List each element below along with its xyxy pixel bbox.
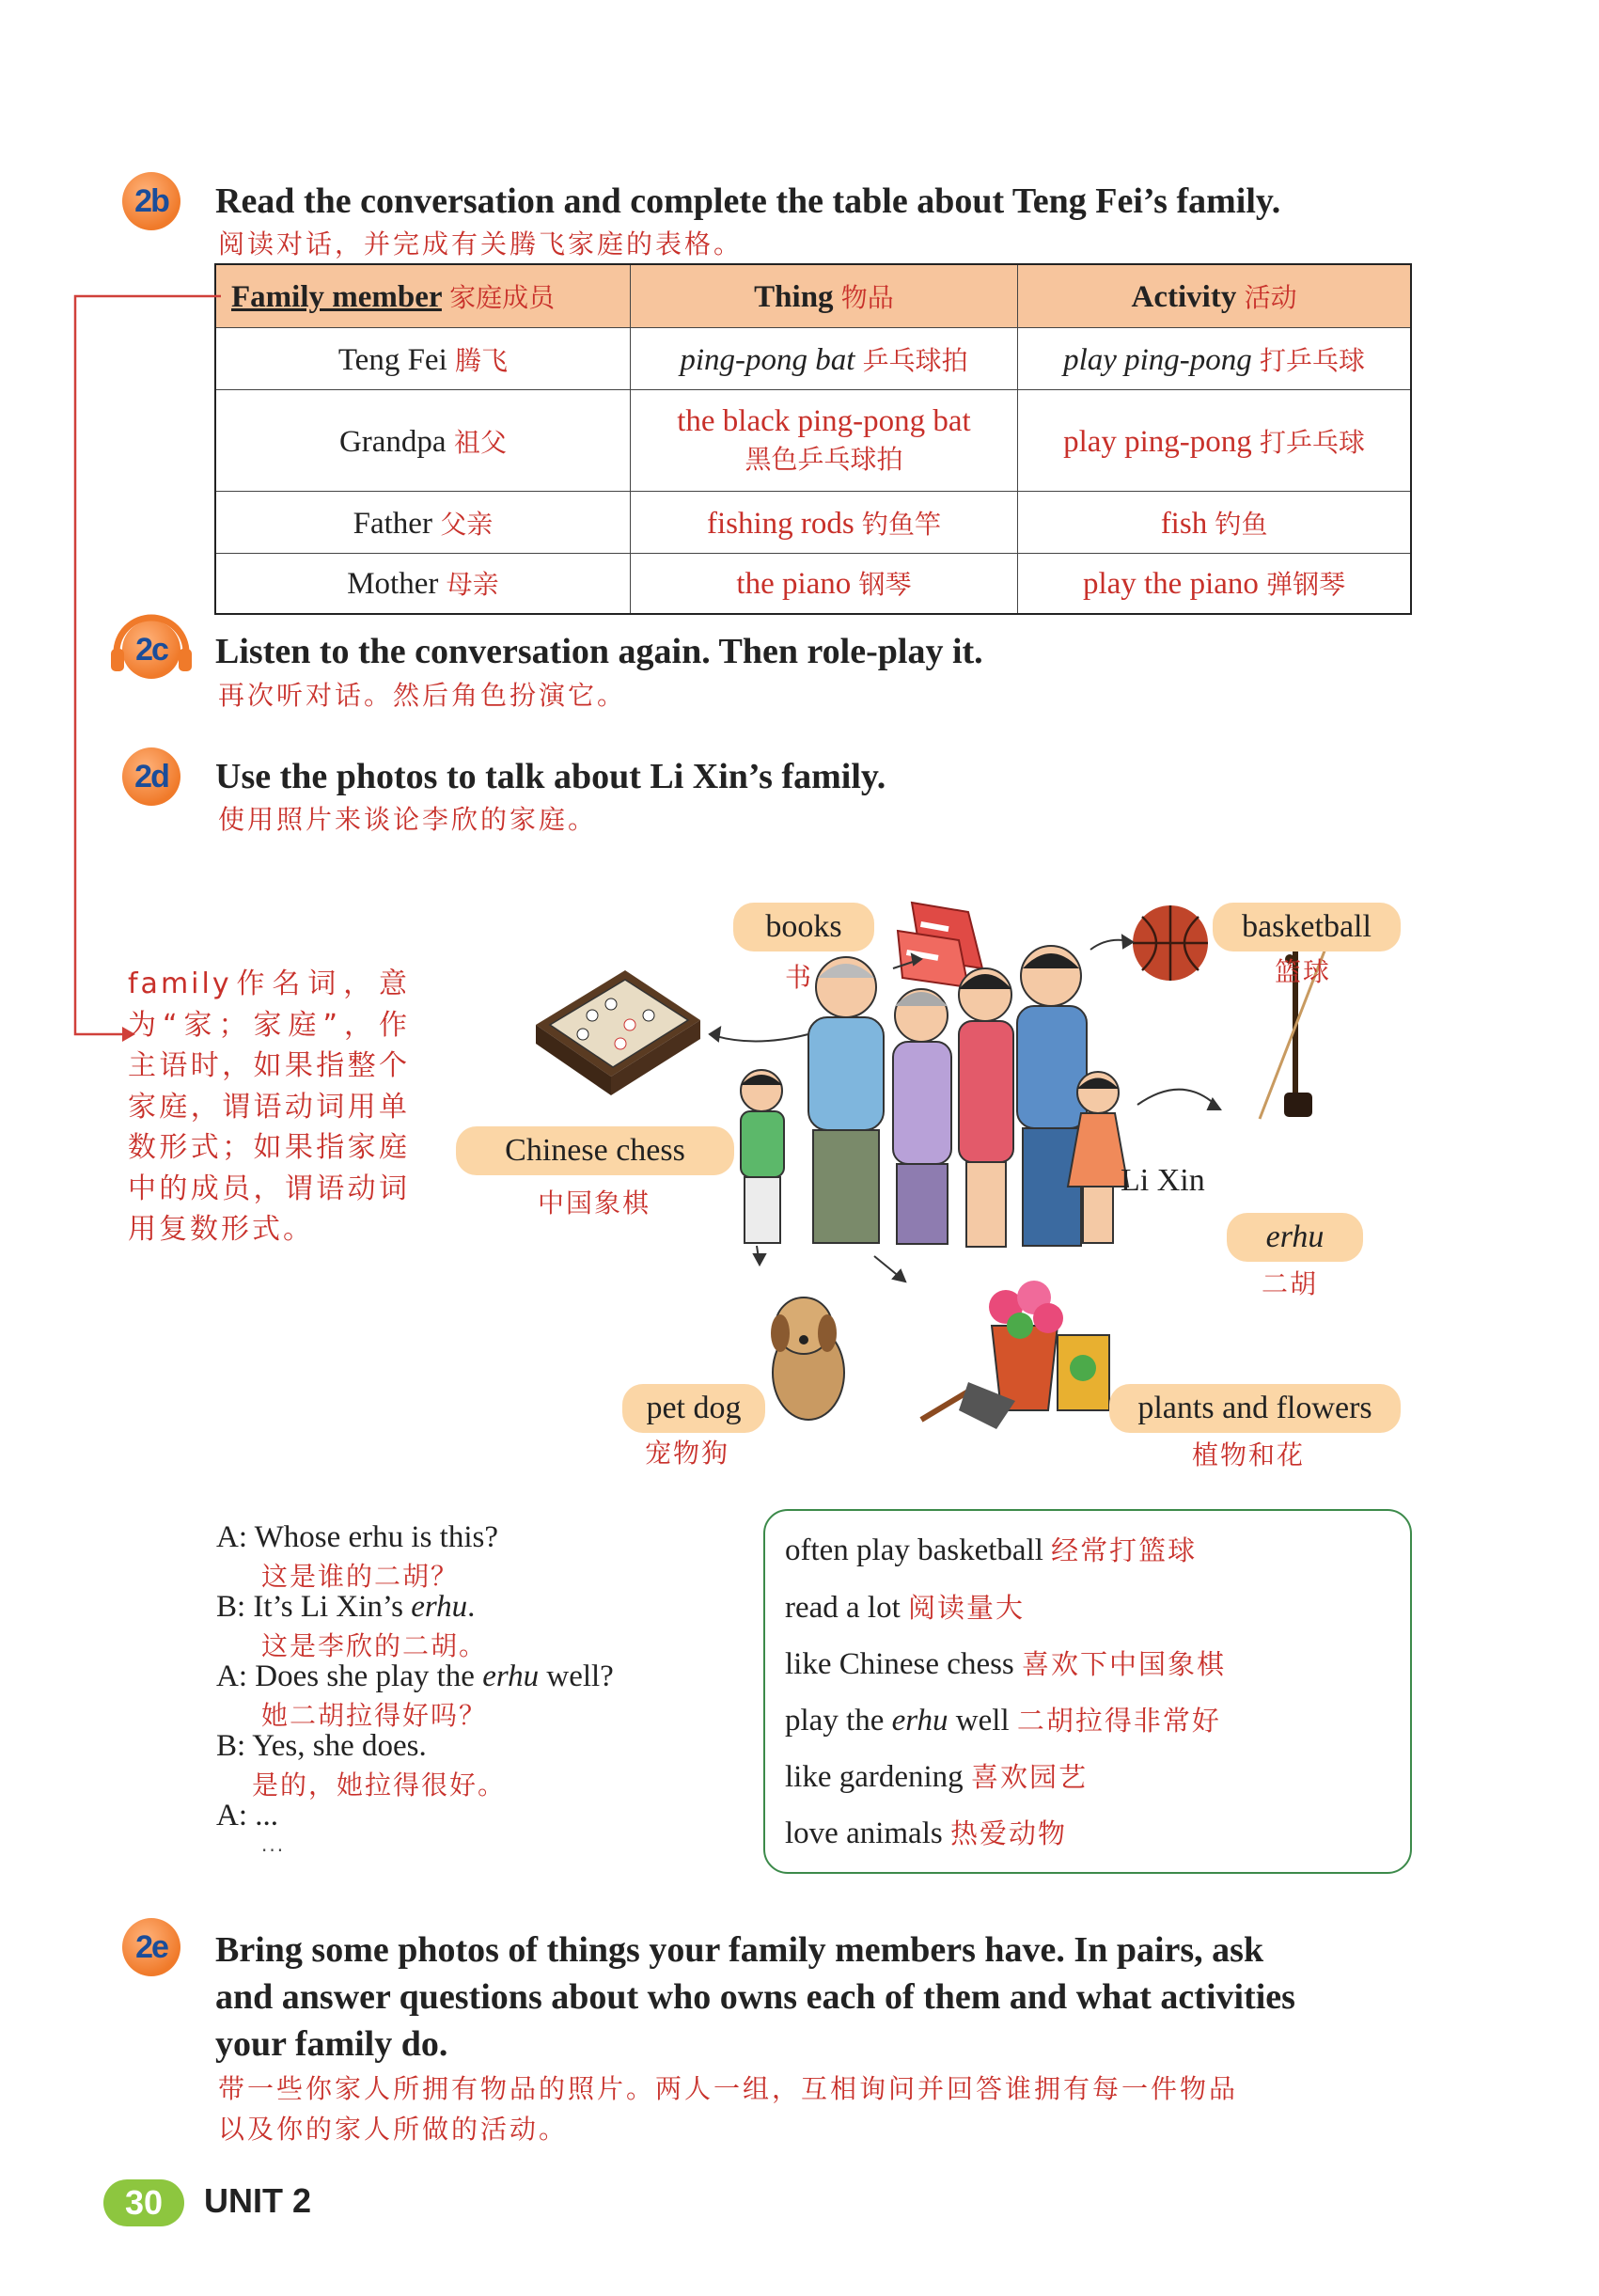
headphones-icon xyxy=(105,604,197,679)
label-erhu: erhu xyxy=(1227,1213,1363,1262)
dialogue-italic: erhu xyxy=(411,1590,468,1624)
phrase-en: often play basketball xyxy=(785,1533,1043,1567)
header-en: Thing xyxy=(754,280,834,314)
section-2c-title: Listen to the conversation again. Then role-play it. xyxy=(215,632,983,671)
thing-en: the black ping-pong bat xyxy=(677,404,971,438)
dialogue-line-4: B: Yes, she does. xyxy=(216,1729,427,1763)
cell-activity xyxy=(1018,492,1411,554)
dialogue-text: well? xyxy=(539,1659,614,1693)
section-badge-2e: 2e xyxy=(122,1918,180,1976)
label-pet-dog: pet dog xyxy=(622,1384,765,1433)
dialogue-line-5-cn: ... xyxy=(261,1833,286,1856)
label-chinese-chess-cn: 中国象棋 xyxy=(538,1187,651,1219)
dialogue-line-3-cn: 她二胡拉得好吗？ xyxy=(261,1700,488,1731)
section-badge-2c: 2c xyxy=(122,621,180,679)
member-en: Grandpa xyxy=(338,424,447,459)
cell-member xyxy=(215,328,630,390)
dialogue-text: . xyxy=(467,1590,476,1624)
thing-en: the piano xyxy=(736,567,852,602)
header-cn: 物品 xyxy=(840,282,894,313)
phrase-cn: 热爱动物 xyxy=(949,1817,1067,1849)
cell-member xyxy=(215,390,630,492)
dialogue-text: A: Does she play the xyxy=(216,1659,483,1693)
section-2d-subtitle: 使用照片来谈论李欣的家庭。 xyxy=(218,804,598,835)
phrase-en: love animals xyxy=(785,1816,943,1850)
cell-thing xyxy=(630,328,1017,390)
header-cn: 活动 xyxy=(1244,282,1297,313)
member-cn: 腾飞 xyxy=(454,344,508,376)
phrase-item xyxy=(785,1700,1221,1738)
thing-en: fishing rods xyxy=(706,506,854,541)
section-badge-2b: 2b xyxy=(122,172,180,230)
section-2b-subtitle: 阅读对话，并完成有关腾飞家庭的表格。 xyxy=(218,228,744,259)
header-family-member xyxy=(215,264,630,328)
member-en: Mother xyxy=(347,567,439,602)
activity-en: play ping-pong xyxy=(1063,424,1252,459)
section-2e-title-line-3: your family do. xyxy=(215,2024,448,2064)
activity-en: play the piano xyxy=(1082,567,1259,602)
label-plants-and-flowers-cn: 植物和花 xyxy=(1192,1439,1306,1470)
phrase-en: like gardening xyxy=(785,1760,964,1794)
section-2e-title-line-1: Bring some photos of things your family members have. In pairs, ask xyxy=(215,1930,1264,1970)
dialogue-line-3 xyxy=(216,1659,614,1694)
thing-cn: 钢琴 xyxy=(858,569,912,601)
label-plants-and-flowers: plants and flowers xyxy=(1109,1384,1401,1433)
phrase-cn: 二胡拉得非常好 xyxy=(1016,1705,1221,1737)
member-en: Teng Fei xyxy=(337,342,447,377)
activity-cn: 打乒乓球 xyxy=(1260,344,1366,376)
label-li-xin: Li Xin xyxy=(1121,1163,1205,1198)
pet-dog-icon xyxy=(771,1297,844,1420)
dialogue-text: B: It’s Li Xin’s xyxy=(216,1590,412,1624)
cell-thing xyxy=(630,390,1017,492)
thing-en: ping-pong bat xyxy=(680,342,855,377)
phrase-cn: 喜欢园艺 xyxy=(970,1761,1088,1793)
phrase-en: read a lot xyxy=(785,1591,901,1625)
header-en: Activity xyxy=(1131,280,1237,314)
label-basketball: basketball xyxy=(1213,903,1401,951)
cell-activity xyxy=(1018,328,1411,390)
label-books: books xyxy=(733,903,874,951)
label-erhu-cn: 二胡 xyxy=(1262,1268,1319,1299)
thing-cn: 乒乓球拍 xyxy=(862,344,968,376)
label-chinese-chess: Chinese chess xyxy=(456,1126,734,1175)
header-cn: 家庭成员 xyxy=(449,282,556,313)
activity-cn: 打乒乓球 xyxy=(1260,426,1366,458)
member-cn: 祖父 xyxy=(453,426,507,458)
table-row xyxy=(215,492,1411,554)
label-basketball-cn: 篮球 xyxy=(1275,956,1332,987)
member-cn: 父亲 xyxy=(440,508,494,540)
activity-cn: 弹钢琴 xyxy=(1266,569,1346,601)
header-en: Family member xyxy=(231,280,442,314)
cell-thing xyxy=(630,492,1017,554)
activity-cn: 钓鱼 xyxy=(1215,508,1268,540)
activity-en: fish xyxy=(1160,506,1208,541)
phrase-cn: 经常打篮球 xyxy=(1051,1534,1198,1566)
cell-member xyxy=(215,554,630,614)
label-books-cn: 书 xyxy=(785,962,814,993)
phrase-en: well xyxy=(948,1704,1010,1738)
dialogue-line-1-cn: 这是谁的二胡？ xyxy=(261,1561,460,1592)
page-number-badge: 30 xyxy=(103,2179,184,2226)
phrase-cn: 喜欢下中国象棋 xyxy=(1022,1648,1227,1680)
section-2d-title: Use the photos to talk about Li Xin’s family. xyxy=(215,757,886,796)
header-activity xyxy=(1018,264,1411,328)
table-row xyxy=(215,390,1411,492)
cell-activity xyxy=(1018,554,1411,614)
section-2e-title-line-2: and answer questions about who owns each of them and what activities xyxy=(215,1977,1295,2017)
header-thing xyxy=(630,264,1017,328)
dialogue-line-2 xyxy=(216,1590,475,1625)
table-row xyxy=(215,328,1411,390)
section-2e-subtitle-line-1: 带一些你家人所拥有物品的照片。两人一组，互相询问并回答谁拥有每一件物品 xyxy=(218,2073,1239,2104)
dialogue-line-4-cn: 是的，她拉得很好。 xyxy=(252,1769,507,1801)
phrase-item xyxy=(785,1756,1088,1795)
label-pet-dog-cn: 宠物狗 xyxy=(645,1438,730,1469)
cell-member xyxy=(215,492,630,554)
table-row xyxy=(215,554,1411,614)
grammar-note: family作名词，意为“家；家庭”，作主语时，如果指整个家庭，谓语动词用单数形式；如果指家庭中的成员，谓语动词用复数形式。 xyxy=(128,967,410,1246)
activity-en: play ping-pong xyxy=(1063,342,1252,377)
section-2e-subtitle-line-2: 以及你的家人所做的活动。 xyxy=(218,2114,569,2145)
member-cn: 母亲 xyxy=(446,569,499,601)
phrase-item xyxy=(785,1530,1197,1568)
phrase-item xyxy=(785,1587,1025,1626)
section-2b-title: Read the conversation and complete the table about Teng Fei’s family. xyxy=(215,181,1281,221)
member-en: Father xyxy=(353,506,432,541)
chinese-chess-icon xyxy=(536,970,700,1095)
family-table xyxy=(214,263,1412,615)
basketball-icon xyxy=(1133,905,1208,981)
dialogue-italic: erhu xyxy=(482,1659,540,1693)
section-2c-subtitle: 再次听对话。然后角色扮演它。 xyxy=(218,680,627,711)
cell-activity xyxy=(1018,390,1411,492)
thing-cn: 黑色乒乓球拍 xyxy=(745,444,903,475)
phrase-item xyxy=(785,1813,1067,1851)
phrase-italic: erhu xyxy=(891,1704,948,1738)
section-badge-2d: 2d xyxy=(122,747,180,806)
plants-and-flowers-icon xyxy=(921,1281,1109,1429)
cell-thing xyxy=(630,554,1017,614)
phrase-item xyxy=(785,1643,1226,1682)
phrase-en: like Chinese chess xyxy=(785,1647,1014,1681)
dialogue-line-5: A: ... xyxy=(216,1799,278,1832)
thing-cn: 钓鱼竿 xyxy=(861,508,941,540)
phrase-cn: 阅读量大 xyxy=(908,1592,1026,1624)
dialogue-line-2-cn: 这是李欣的二胡。 xyxy=(261,1630,488,1661)
unit-label: UNIT 2 xyxy=(204,2181,312,2220)
phrase-en: play the xyxy=(785,1704,892,1738)
dialogue-line-1: A: Whose erhu is this? xyxy=(216,1520,499,1554)
table-header-row xyxy=(215,264,1411,328)
